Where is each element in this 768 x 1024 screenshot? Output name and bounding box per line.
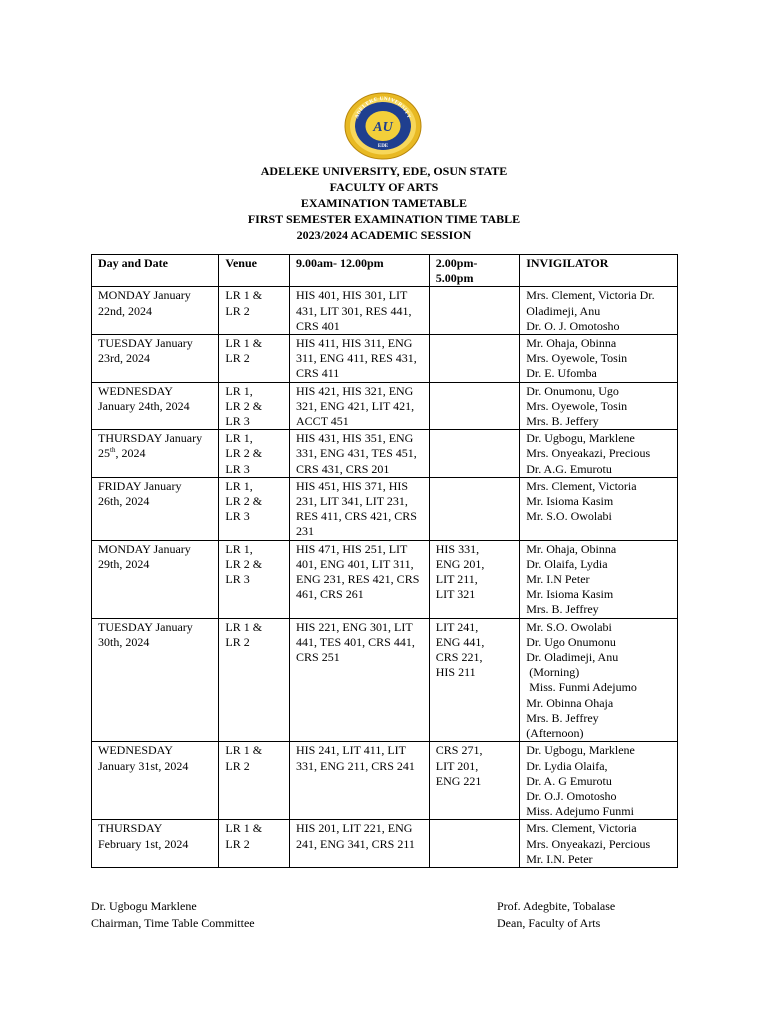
cell-afternoon-courses [429, 335, 519, 383]
table-row [92, 335, 678, 383]
cell-venue: LR 1 & LR 2 [219, 335, 290, 383]
invigilator-name: Mr. S.O. Owolabi [526, 509, 612, 524]
invigilator-name: Miss. Funmi Adejumo [526, 680, 637, 695]
university-name: ADELEKE UNIVERSITY, EDE, OSUN STATE [260, 164, 508, 178]
invigilator-name: Dr. O. J. Omotosho [526, 318, 620, 333]
table-header-row [92, 255, 678, 287]
cell-afternoon-courses [429, 430, 519, 478]
cell-invigilators [520, 287, 678, 335]
invigilator-name: Mrs. Clement, Victoria [526, 821, 637, 836]
table-row [92, 287, 678, 335]
cell-venue: LR 1, LR 2 & LR 3 [219, 382, 290, 430]
table-row [92, 742, 678, 820]
table-row [92, 477, 678, 540]
header-day-and-date: Day and Date [92, 255, 219, 287]
invigilator-name: Mrs. B. Jeffrey [526, 710, 599, 725]
invigilator-name: Dr. Onumonu, Ugo [526, 383, 619, 398]
invigilator-name: Dr. O.J. Omotosho [526, 788, 617, 803]
chairman-title: Chairman, Time Table Committee [91, 916, 255, 930]
table-row [92, 618, 678, 742]
cell-invigilators [520, 618, 678, 742]
invigilator-name: Dr. A.G. Emurotu [526, 461, 612, 476]
invigilator-name: Mrs. Onyeakazi, Percious [526, 836, 651, 851]
invigilator-name: Mrs. Oyewole, Tosin [526, 351, 628, 366]
cell-morning-courses: HIS 201, LIT 221, ENG 241, ENG 341, CRS 211 [290, 820, 430, 868]
chairman-name: Dr. Ugbogu Marklene [91, 899, 197, 913]
invigilator-name: Mrs. B. Jeffrey [526, 602, 599, 617]
cell-invigilators [520, 335, 678, 383]
semester-title: FIRST SEMESTER EXAMINATION TIME TABLE [247, 212, 521, 226]
cell-morning-courses: HIS 241, LIT 411, LIT 331, ENG 211, CRS 241 [290, 742, 430, 820]
invigilator-name: Mrs. Oyewole, Tosin [526, 398, 628, 413]
examination-timetable [91, 254, 678, 868]
cell-day-date: WEDNESDAY January 24th, 2024 [92, 382, 219, 430]
cell-invigilators [520, 382, 678, 430]
header-afternoon-session: 2.00pm- 5.00pm [429, 255, 519, 287]
cell-day-date: TUESDAY January 30th, 2024 [92, 618, 219, 742]
document-title: EXAMINATION TAMETABLE [300, 196, 468, 210]
cell-morning-courses: HIS 401, HIS 301, LIT 431, LIT 301, RES 441, CRS 401 [290, 287, 430, 335]
cell-morning-courses: HIS 431, HIS 351, ENG 331, ENG 431, TES 451, CRS 431, CRS 201 [290, 430, 430, 478]
invigilator-name: Mrs. Clement, Victoria [526, 478, 637, 493]
invigilator-name: Dr. Lydia Olaifa, [526, 758, 608, 773]
table-row [92, 430, 678, 478]
invigilator-name: Mr. I.N Peter [526, 572, 590, 587]
chairman-signature-block [91, 898, 255, 932]
cell-invigilators [520, 540, 678, 618]
invigilator-name: Dr. Oladimeji, Anu [526, 650, 619, 665]
cell-invigilators [520, 477, 678, 540]
cell-morning-courses: HIS 451, HIS 371, HIS 231, LIT 341, LIT 231, RES 411, CRS 421, CRS 231 [290, 477, 430, 540]
invigilator-name: Mrs. B. Jeffery [526, 414, 599, 429]
header-invigilator: INVIGILATOR [520, 255, 678, 287]
cell-venue: LR 1 & LR 2 [219, 820, 290, 868]
table-row [92, 820, 678, 868]
invigilator-name: Mr. Isioma Kasim [526, 587, 614, 602]
cell-morning-courses: HIS 221, ENG 301, LIT 441, TES 401, CRS 441, CRS 251 [290, 618, 430, 742]
invigilator-name: Mr. Ohaja, Obinna [526, 336, 617, 351]
cell-afternoon-courses [429, 287, 519, 335]
header-morning-session: 9.00am- 12.00pm [290, 255, 430, 287]
cell-day-date: FRIDAY January 26th, 2024 [92, 477, 219, 540]
cell-venue: LR 1, LR 2 & LR 3 [219, 477, 290, 540]
invigilator-name: Dr. E. Ufomba [526, 366, 597, 381]
header-venue: Venue [219, 255, 290, 287]
cell-afternoon-courses [429, 820, 519, 868]
invigilator-name: Dr. Ugo Onumonu [526, 634, 616, 649]
cell-morning-courses: HIS 421, HIS 321, ENG 321, ENG 421, LIT 421, ACCT 451 [290, 382, 430, 430]
invigilator-name: Miss. Adejumo Funmi [526, 804, 634, 819]
cell-venue: LR 1, LR 2 & LR 3 [219, 430, 290, 478]
seal-monogram: AU [373, 120, 393, 135]
document-heading [0, 163, 768, 243]
cell-venue: LR 1 & LR 2 [219, 618, 290, 742]
dean-name: Prof. Adegbite, Tobalase [497, 899, 616, 913]
cell-afternoon-courses: LIT 241, ENG 441, CRS 221, HIS 211 [429, 618, 519, 742]
faculty-name: FACULTY OF ARTS [329, 180, 439, 194]
cell-afternoon-courses [429, 382, 519, 430]
cell-day-date: MONDAY January 22nd, 2024 [92, 287, 219, 335]
table-row [92, 540, 678, 618]
invigilator-name: (Morning) [526, 665, 580, 680]
invigilator-name: Mr. Obinna Ohaja [526, 695, 614, 710]
cell-afternoon-courses: HIS 331, ENG 201, LIT 211, LIT 321 [429, 540, 519, 618]
cell-day-date: THURSDAY February 1st, 2024 [92, 820, 219, 868]
university-seal-logo [343, 91, 423, 161]
cell-day-date: TUESDAY January 23rd, 2024 [92, 335, 219, 383]
cell-invigilators [520, 820, 678, 868]
invigilator-name: Mrs. Onyeakazi, Precious [526, 446, 651, 461]
seal-bottom-text: EDE [377, 144, 389, 149]
invigilator-name: Dr. Ugbogu, Marklene [526, 743, 635, 758]
invigilator-name: Dr. Ugbogu, Marklene [526, 431, 635, 446]
cell-morning-courses: HIS 411, HIS 311, ENG 311, ENG 411, RES 431, CRS 411 [290, 335, 430, 383]
cell-day-date: THURSDAY January 25th, 2024 [92, 430, 219, 478]
seal-ring-text: ADELEKE UNIVERSITY [354, 95, 412, 120]
cell-invigilators [520, 742, 678, 820]
invigilator-name: Dr. A. G Emurotu [526, 773, 612, 788]
dean-title: Dean, Faculty of Arts [497, 916, 601, 930]
cell-day-date: WEDNESDAY January 31st, 2024 [92, 742, 219, 820]
cell-afternoon-courses [429, 477, 519, 540]
invigilator-name: Mr. Isioma Kasim [526, 494, 614, 509]
cell-invigilators [520, 430, 678, 478]
cell-afternoon-courses: CRS 271, LIT 201, ENG 221 [429, 742, 519, 820]
cell-venue: LR 1 & LR 2 [219, 742, 290, 820]
invigilator-name: Mr. Ohaja, Obinna [526, 541, 617, 556]
invigilator-name: (Afternoon) [526, 726, 584, 741]
cell-venue: LR 1, LR 2 & LR 3 [219, 540, 290, 618]
invigilator-name: Mr. S.O. Owolabi [526, 619, 612, 634]
dean-signature-block [497, 898, 615, 932]
cell-day-date: MONDAY January 29th, 2024 [92, 540, 219, 618]
invigilator-name: Oladimeji, Anu [526, 303, 601, 318]
cell-morning-courses: HIS 471, HIS 251, LIT 401, ENG 401, LIT 311, ENG 231, RES 421, CRS 461, CRS 261 [290, 540, 430, 618]
academic-session: 2023/2024 ACADEMIC SESSION [296, 228, 472, 242]
cell-venue: LR 1 & LR 2 [219, 287, 290, 335]
invigilator-name: Dr. Olaifa, Lydia [526, 556, 608, 571]
table-row [92, 382, 678, 430]
invigilator-name: Mr. I.N. Peter [526, 851, 593, 866]
invigilator-name: Mrs. Clement, Victoria Dr. [526, 288, 655, 303]
